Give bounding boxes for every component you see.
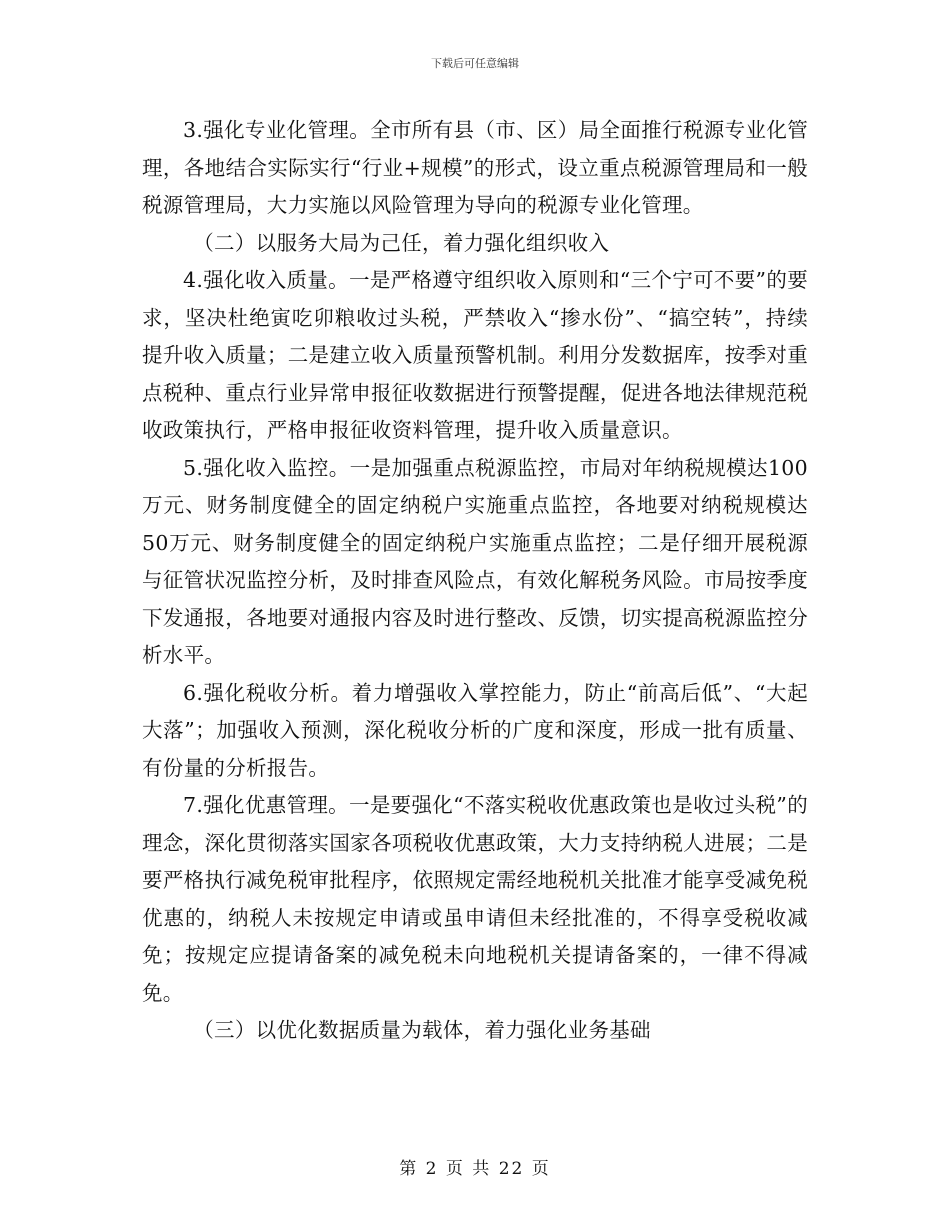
page-footer: 第 2 页 共 22 页 (399, 1159, 551, 1179)
document-body (142, 112, 808, 1050)
paragraph-preferential-management: 7.强化优惠管理。一是要强化“不落实税收优惠政策也是收过头税”的理念，深化贯彻落实国家各项税收优惠政策，大力支持纳税人进展；二是要严格执行减免税审批程序，依照规定需经地税机关批准才能享受减免税优惠的，纳税人未按规定申请或虽申请但未经批准的，不得享受税收减免；按规定应提请备案的减免税未向地税机关提请备案的，一律不得减免。 (142, 793, 808, 1005)
paragraph-tax-analysis: 6.强化税收分析。着力增强收入掌控能力，防止“前高后低”、“大起大落”；加强收入预测，深化税收分析的广度和深度，形成一批有质量、有份量的分析报告。 (142, 680, 808, 780)
section-heading-data-quality: （三）以优化数据质量为载体，着力强化业务基础 (193, 1018, 651, 1042)
paragraph-revenue-monitoring: 5.强化收入监控。一是加强重点税源监控，市局对年纳税规模达100万元、财务制度健全的固定纳税户实施重点监控，各地要对纳税规模达50万元、财务制度健全的固定纳税户实施重点监控；二是仔细开展税源与征管状况监控分析，及时排查风险点，有效化解税务风险。市局按季度下发通报，各地要对通报内容及时进行整改、反馈，切实提高税源监控分析水平。 (142, 455, 808, 667)
section-heading-organize-revenue: （二）以服务大局为己任，着力强化组织收入 (193, 230, 610, 255)
page-header: 下载后可任意编辑 (431, 57, 519, 70)
paragraph-revenue-quality: 4.强化收入质量。一是严格遵守组织收入原则和“三个宁可不要”的要求，坚决杜绝寅吃卯粮收过头税，严禁收入“掺水份”、“搞空转”，持续提升收入质量；二是建立收入质量预警机制。利用分发数据库，按季对重点税种、重点行业异常申报征收数据进行预警提醒，促进各地法律规范税收政策执行，严格申报征收资料管理，提升收入质量意识。 (142, 268, 808, 442)
paragraph-professional-management: 3.强化专业化管理。全市所有县（市、区）局全面推行税源专业化管理，各地结合实际实行“行业+规模”的形式，设立重点税源管理局和一般税源管理局，大力实施以风险管理为导向的税源专业化管理。 (142, 118, 808, 217)
